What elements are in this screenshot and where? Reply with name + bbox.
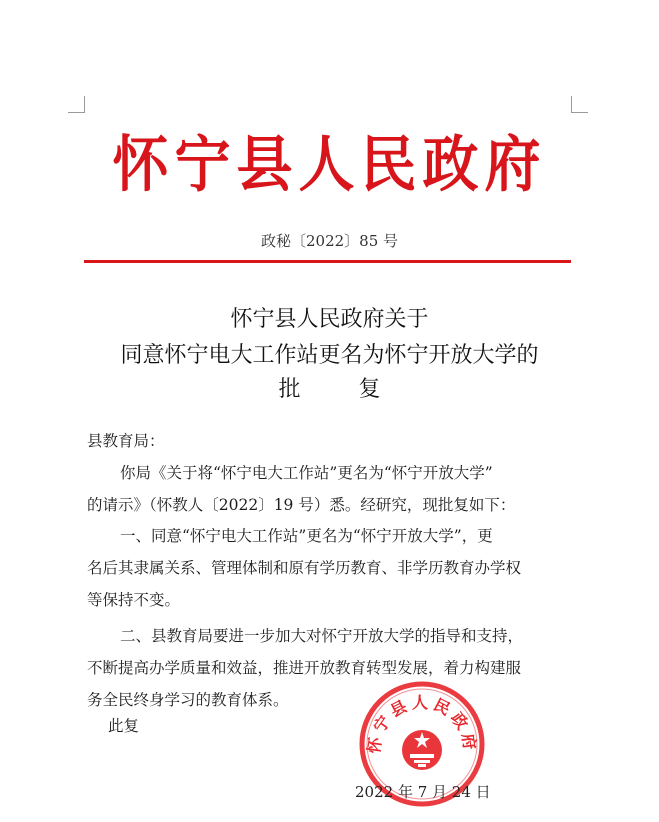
red-separator-line xyxy=(84,260,571,263)
paragraph-line: 名后其隶属关系、管理体制和原有学历教育、非学历教育办学权 xyxy=(87,559,522,577)
addressee: 县教育局： xyxy=(87,432,165,450)
page-corner-mark-right xyxy=(571,96,588,113)
document-date: 2022 年 7 月 24 日 xyxy=(355,783,491,801)
issuer-title: 怀宁县人民政府 xyxy=(112,129,547,200)
paragraph-line: 的请示》（怀教人〔2022〕19 号）悉。经研究，现批复如下： xyxy=(87,496,516,514)
paragraph-line: 不断提高办学质量和效益，推进开放教育转型发展，着力构建服 xyxy=(87,659,522,677)
page-corner-mark-left xyxy=(68,96,85,113)
paragraph-line: 务全民终身学习的教育体系。 xyxy=(87,691,289,709)
heading-line-2: 同意怀宁电大工作站更名为怀宁开放大学的 xyxy=(120,343,539,368)
closing-text: 此复 xyxy=(108,717,140,735)
heading-line-3: 批 复 xyxy=(278,377,399,402)
paragraph-line: 二、县教育局要进一步加大对怀宁开放大学的指导和支持， xyxy=(120,627,524,645)
document-number: 政秘〔2022〕85 号 xyxy=(260,232,399,250)
paragraph-line: 一、同意“怀宁电大工作站”更名为“怀宁开放大学”，更 xyxy=(120,527,493,545)
svg-text:怀宁县人民政府: 怀宁县人民政府 xyxy=(364,693,480,755)
paragraph-line: 你局《关于将“怀宁电大工作站”更名为“怀宁开放大学” xyxy=(120,464,493,482)
paragraph-line: 等保持不变。 xyxy=(87,591,181,609)
heading-line-1: 怀宁县人民政府关于 xyxy=(230,307,429,332)
